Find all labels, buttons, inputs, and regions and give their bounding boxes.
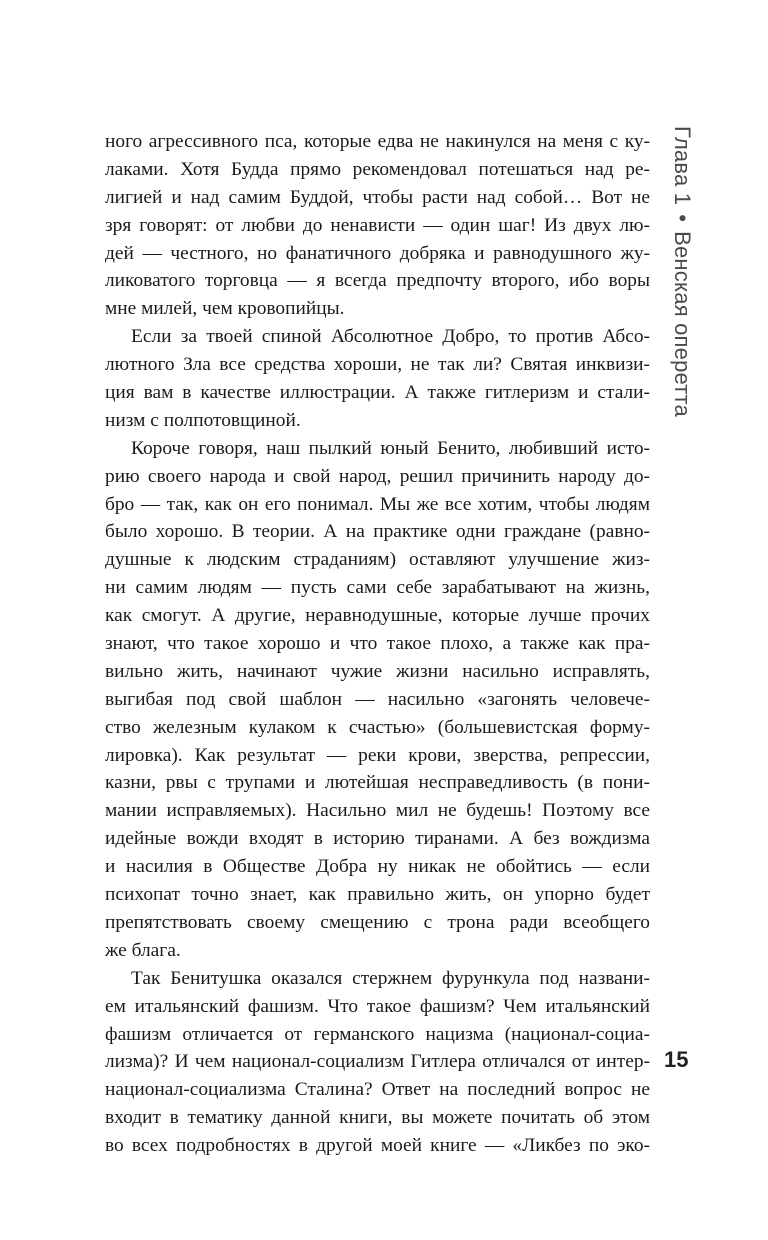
text-line: низм с полпотовщиной. <box>105 409 301 431</box>
text-line: национал-социализма Сталина? Ответ на последний вопрос не <box>105 1079 650 1101</box>
text-line: входит в тематику данной книги, вы можете почитать об этом <box>105 1107 650 1129</box>
text-line: психопат точно знает, как правильно жить, он упорно будет <box>105 884 650 906</box>
text-line: ни самим людям — пусть сами себе зарабатывают на жизнь, <box>105 577 650 599</box>
chapter-title: Венская оперетта <box>670 231 695 417</box>
text-line: идейные вожди входят в историю тиранами. А без вождизма <box>105 828 650 850</box>
text-line: было хорошо. В теории. А на практике одни граждане (равно- <box>105 521 650 543</box>
body-text <box>105 128 650 1160</box>
text-line: мании исправляемых). Насильно мил не будешь! Поэтому все <box>105 800 650 822</box>
text-line: Если за твоей спиной Абсолютное Добро, то против Абсо- <box>131 326 650 348</box>
text-line: препятствовать своему смещению с трона ради всеобщего <box>105 911 650 933</box>
text-line: же блага. <box>105 939 181 961</box>
text-line: душные к людским страданиям) оставляют улучшение жиз- <box>105 549 650 571</box>
text-line: вильно жить, начинают чужие жизни насильно исправлять, <box>105 660 650 682</box>
text-line: знают, что такое хорошо и что такое плохо, а также как пра- <box>105 633 650 655</box>
text-line: лировка). Как результат — реки крови, зверства, репрессии, <box>105 744 650 766</box>
text-line: лизма)? И чем национал-социализм Гитлера отличался от интер- <box>105 1051 650 1073</box>
running-head-text <box>669 126 695 417</box>
text-line: ция вам в качестве иллюстрации. А также гитлеризм и стали- <box>105 382 650 404</box>
text-line: Так Бенитушка оказался стержнем фурункула под названи- <box>131 967 650 989</box>
text-line: Короче говоря, наш пылкий юный Бенито, любивший исто- <box>131 437 650 459</box>
text-line: мне милей, чем кровопийцы. <box>105 298 345 320</box>
text-line: ликоватого торговца — я всегда предпочту второго, ибо воры <box>105 270 650 292</box>
text-line: лютного Зла все средства хороши, не так ли? Святая инквизи- <box>105 354 650 376</box>
text-line: зря говорят: от любви до ненависти — один шаг! Из двух лю- <box>105 214 650 236</box>
text-line: во всех подробностях в другой моей книге — «Ликбез по эко- <box>105 1135 650 1157</box>
text-line: как смогут. А другие, неравнодушные, которые лучше прочих <box>105 605 650 627</box>
text-line: и насилия в Обществе Добра ну никак не обойтись — если <box>105 856 650 878</box>
text-line: ного агрессивного пса, которые едва не накинулся на меня с ку- <box>105 131 650 152</box>
text-line: лигией и над самим Буддой, чтобы расти над собой… Вот не <box>105 186 650 208</box>
text-line: казни, рвы с трупами и лютейшая несправедливость (в пони- <box>105 772 650 794</box>
text-line: дей — честного, но фанатичного добряка и равнодушного жу- <box>105 242 650 264</box>
running-head <box>650 126 704 456</box>
text-line: лаками. Хотя Будда прямо рекомендовал потешаться над ре- <box>105 158 650 180</box>
text-line: бро — так, как он его понимал. Мы же все хотим, чтобы людям <box>105 493 650 515</box>
text-line: ем итальянский фашизм. Что такое фашизм? Чем итальянский <box>105 995 650 1017</box>
chapter-label: Глава 1 <box>670 126 695 206</box>
text-line: фашизм отличается от германского нацизма (национал-социа- <box>105 1023 650 1045</box>
bullet-separator: • <box>670 214 695 223</box>
text-line: выгибая под свой шаблон — насильно «загонять человече- <box>105 688 650 710</box>
text-line: ство железным кулаком к счастью» (большевистская форму- <box>105 716 650 738</box>
page-number: 15 <box>664 1047 689 1072</box>
text-line: рию своего народа и свой народ, решил причинить народу до- <box>105 465 650 487</box>
